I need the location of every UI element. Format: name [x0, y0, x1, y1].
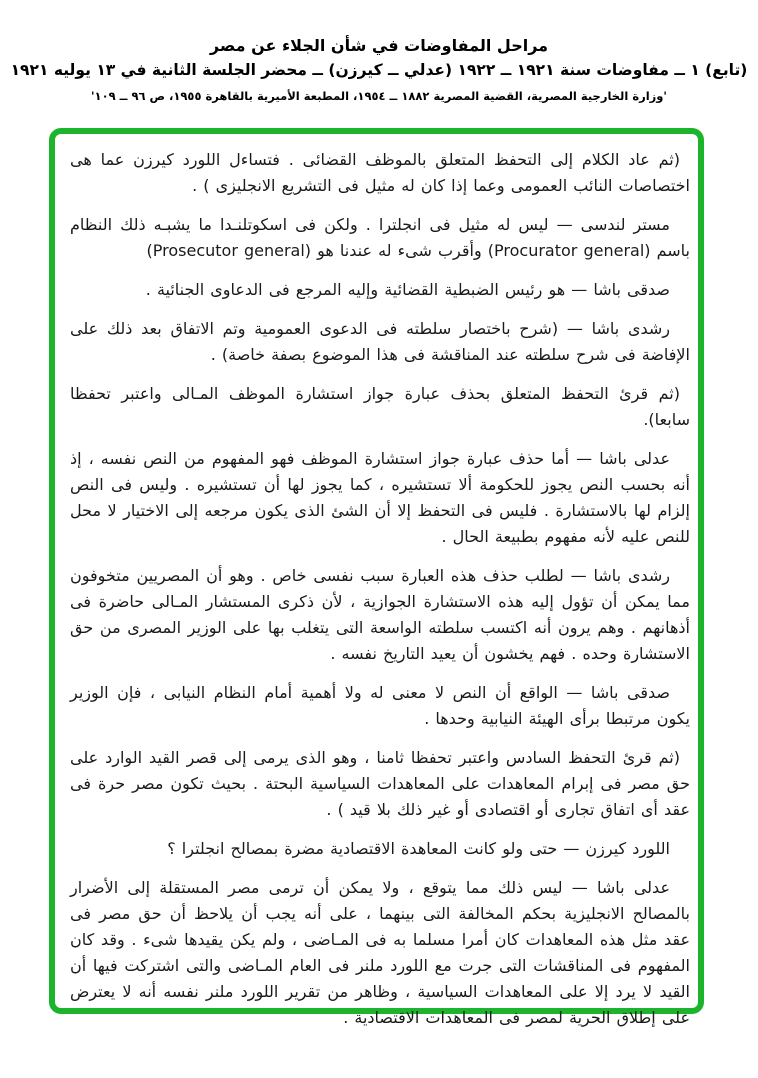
- paragraph-sidky-pasha-2: صدقى باشا — الواقع أن النص لا معنى له ولا أهمية أمام النظام النيابى ، فإن الوزير يكون مرتبطا برأى الهيئة النيابية وحدها .: [70, 683, 690, 728]
- paragraph-rushdy-pasha-1: رشدى باشا — (شرح باختصار سلطته فى الدعوى العمومية وتم الاتفاق بعد ذلك على الإفاضة فى شرح سلطته عند المناقشة فى هذا الموضوع بصفة خاصة) .: [70, 319, 690, 364]
- paragraph-lord-curzon: اللورد كيرزن — حتى ولو كانت المعاهدة الاقتصادية مضرة بمصالح انجلترا ؟: [167, 839, 670, 858]
- paragraph-adly-pasha-2: عدلى باشا — ليس ذلك مما يتوقع ، ولا يمكن أن ترمى مصر المستقلة إلى الأضرار بالمصالح الانجليزية بحكم المخالفة التى بينهما ، على أنه يجب أن يلاحظ أن حق مصر فى عقد مثل هذه المعاهدات كان أمرا مسلما به فى المـاضى ، ولم يكن يقيدها شىء . وقد كان المفهوم فى المناقشات التى جرت مع اللورد ملنر فى العام المـاضى والتى اشتركت فيها أن القيد لا يرد إلا على المعاهدات السياسية ، وظاهر من تقرير اللورد ملنر نفسه أنه لا يعترض على إطلاق الحرية لمصر فى المعاهدات الاقتصادية .: [70, 878, 690, 1027]
- document-body: [70, 147, 690, 1044]
- paragraph-narration-2: (ثم قرئ التحفظ المتعلق بحذف عبارة جواز استشارة الموظف المـالى واعتبر تحفظا سابعا).: [70, 384, 690, 429]
- paragraph-narration-1: (ثم عاد الكلام إلى التحفظ المتعلق بالموظف القضائى . فتساءل اللورد كيرزن عما هى اختصاصات النائب العمومى وعما إذا كان له مثيل فى التشريع الانجليزى ) .: [70, 150, 690, 195]
- paragraph-sidky-pasha-1: صدقى باشا — هو رئيس الضبطية القضائية وإليه المرجع فى الدعاوى الجنائية .: [145, 280, 670, 299]
- paragraph-narration-3: (ثم قرئ التحفظ السادس واعتبر تحفظا ثامنا ، وهو الذى يرمى إلى قصر القيد الوارد على حق مصر فى إبرام المعاهدات على المعاهدات السياسية البحتة . بحيث تكون مصر حرة فى عقد أى اتفاق تجارى أو اقتصادى أو غير ذلك بلا قيد ) .: [70, 748, 690, 819]
- paragraph-adly-pasha-1: عدلى باشا — أما حذف عبارة جواز استشارة الموظف فهو المفهوم من النص نفسه ، إذ أنه بحسب النص يجوز للحكومة ألا تستشيره ، كما يجوز لها أن تستشيره . وليس فى النص إلزام لها بالاستشارة . فليس فى التحفظ إلا أن الشئ الذى يكون مرجعه إلى الاختيار لا محل للنص عليه لأنه مفهوم بطبيعة الحال .: [70, 449, 690, 546]
- document-header: [0, 36, 758, 103]
- paragraph-rushdy-pasha-2: رشدى باشا — لطلب حذف هذه العبارة سبب نفسى خاص . وهو أن المصريين متخوفون مما يمكن أن تؤول إليه هذه الاستشارة الجوازية ، لأن ذكرى المستشار المـالى حاضرة فى أذهانهم . وهم يرون أنه اكتسب سلطته الواسعة التى يتغلب بها على الوزير المصرى من حق الاستشارة وحده . فهم يخشون أن يعيد التاريخ نفسه .: [70, 566, 690, 663]
- paragraph-mr-lindsay: مستر لندسى — ليس له مثيل فى انجلترا . ولكن فى اسكوتلنـدا ما يشبـه ذلك النظام باسم (Procurator general) وأقرب شىء له عندنا هو (Prosecutor general): [70, 215, 690, 260]
- page-title: مراحل المفاوضات في شأن الجلاء عن مصر: [209, 36, 549, 55]
- source-citation: 'وزارة الخارجية المصرية، القضية المصرية ١٨٨٢ ــ ١٩٥٤، المطبعة الأميرية بالقاهرة ١٩٥٥، ص ٩٦ ــ ١٠٩': [91, 89, 667, 103]
- page-subtitle: (تابع) ١ ــ مفاوضات سنة ١٩٢١ ــ ١٩٢٢ (عدلي ــ كيرزن) ــ محضر الجلسة الثانية في ١٣ يوليه ١٩٢١: [10, 61, 748, 79]
